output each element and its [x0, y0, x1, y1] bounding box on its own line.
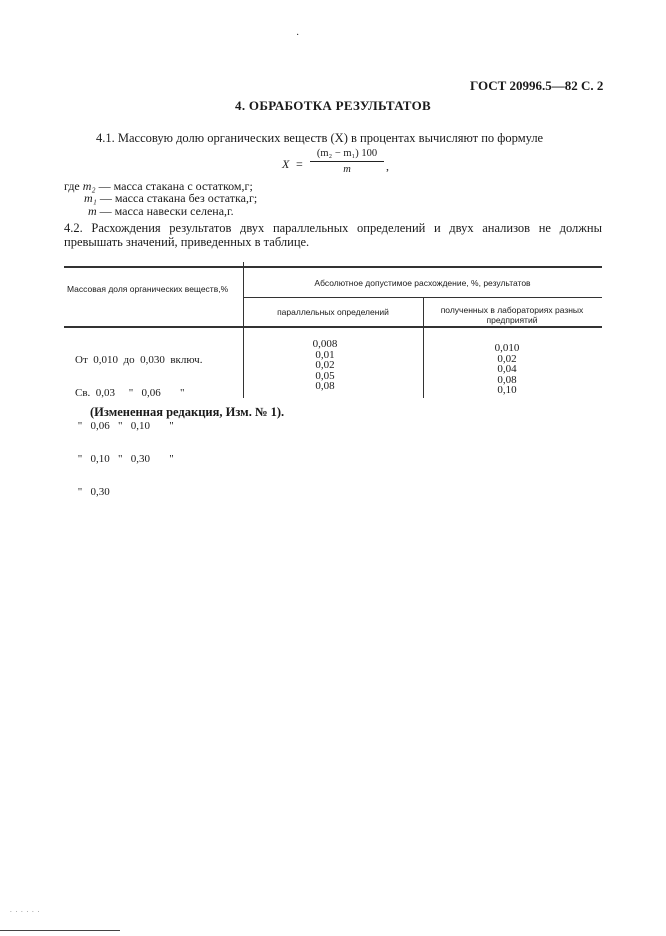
- symbol-m1: m₁: [84, 191, 97, 205]
- table-row-labels: [75, 333, 202, 509]
- table-cell: 0,08: [497, 373, 517, 386]
- table-col-parallel: [300, 339, 350, 392]
- footer-rule: [0, 930, 120, 931]
- table-sub1-header: параллельных определений: [277, 307, 389, 317]
- table-top-rule: [64, 266, 602, 268]
- where-text: — масса навески селена,г.: [96, 204, 234, 218]
- table-cell: 0,010: [494, 342, 520, 354]
- standard-header: ГОСТ 20996.5—82 С. 2: [470, 78, 604, 93]
- table-header-rule: [64, 326, 602, 328]
- table-cell: 0,08: [315, 380, 335, 392]
- table-group-header: Абсолютное допустимое расхождение, %, результатов: [314, 278, 531, 288]
- symbol-m: m: [88, 204, 97, 218]
- footer-mark: . . . . . .: [10, 906, 41, 914]
- amendment-note: (Измененная редакция, Изм. № 1).: [90, 405, 285, 419]
- formula-denominator: m: [343, 164, 351, 175]
- table-col-labs: [480, 343, 534, 396]
- formula-fraction: [310, 148, 384, 175]
- where-line-m: [88, 206, 234, 217]
- table-cell: 0,02: [315, 359, 335, 371]
- table-row-label: " 0,30: [75, 486, 110, 498]
- table-cell: 0,05: [315, 369, 335, 382]
- section-title: 4. ОБРАБОТКА РЕЗУЛЬТАТОВ: [235, 98, 431, 113]
- fraction-bar: [310, 161, 384, 162]
- table-cell: 0,01: [315, 348, 335, 361]
- table-row-label: От 0,010 до 0,030 включ.: [75, 354, 203, 366]
- paragraph-4-2: 4.2. Расхождения результатов двух параллельных определений и двух анализов не должны превышать значений, приведенных в таблице.: [64, 221, 602, 249]
- where-line-m1: [84, 193, 257, 204]
- table-row-label: " 0,10 " 0,30 ": [75, 453, 174, 465]
- symbol-m2: m₂: [82, 179, 96, 193]
- table-row-label: Св. 0,03 " 0,06 ": [75, 387, 185, 399]
- formula-equals: =: [296, 157, 303, 171]
- formula-lhs: X: [282, 157, 290, 171]
- formula-numerator: (m₂ − m₁) 100: [316, 148, 378, 159]
- where-text: — масса стакана без остатка,г;: [96, 191, 258, 205]
- paragraph-4-1: 4.1. Массовую долю органических веществ (X) в процентах вычисляют по формуле: [96, 131, 544, 145]
- where-text: — масса стакана с остатком,г;: [95, 179, 253, 193]
- table-cell: 0,04: [497, 363, 517, 375]
- where-prefix: где: [64, 179, 83, 193]
- formula-comma: ,: [386, 159, 389, 173]
- table-cell: 0,10: [497, 384, 517, 396]
- page-mark: ·: [296, 30, 300, 41]
- table-sub2-header: полученных в лабораториях разных предприятий: [440, 305, 584, 325]
- table-cell: 0,02: [497, 352, 517, 365]
- table-col1-header: Массовая доля органических веществ,%: [67, 284, 229, 294]
- table-row-label: " 0,06 " 0,10 ": [75, 420, 174, 432]
- table-cell: 0,008: [312, 338, 338, 350]
